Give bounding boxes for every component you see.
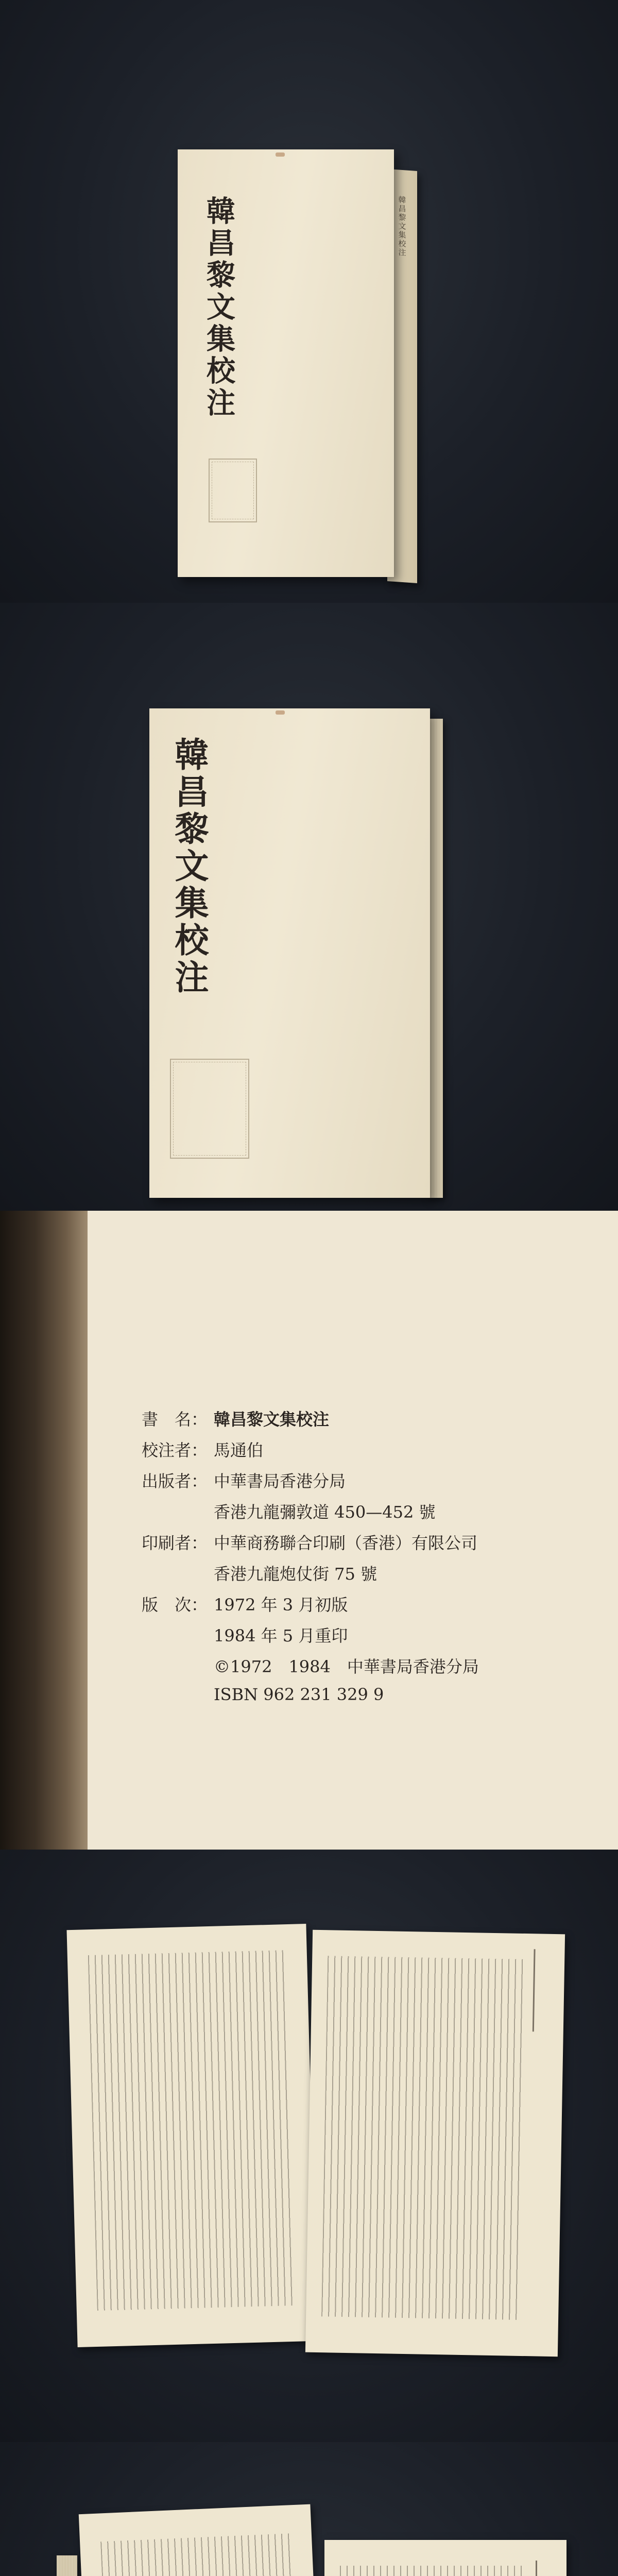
photo-open-spread-2 — [0, 2442, 618, 2576]
copyright-value: ©1972 1984 中華書局香港分局 — [214, 1657, 479, 1676]
copyright-label: 書 名： — [142, 1410, 208, 1429]
cover-tear — [276, 710, 285, 715]
copyright-block — [142, 1406, 605, 1767]
cover-tear — [276, 152, 285, 157]
right-page — [324, 2540, 566, 2576]
copyright-row-title — [142, 1406, 329, 1430]
copyright-row-reprint — [142, 1623, 348, 1647]
copyright-label: 印刷者： — [142, 1533, 208, 1553]
copyright-value: 韓昌黎文集校注 — [214, 1410, 330, 1429]
cover-seal-pattern — [170, 1059, 249, 1159]
copyright-value: 馬通伯 — [214, 1440, 264, 1460]
book-front-cover — [149, 708, 430, 1198]
photo-copyright-page — [0, 1211, 618, 1850]
page-text-columns — [340, 2566, 525, 2576]
copyright-value: 中華商務聯合印刷（香港）有限公司 — [214, 1533, 478, 1553]
right-page — [305, 1930, 565, 2357]
copyright-row-isbn — [142, 1685, 384, 1704]
left-page-lifted — [79, 2504, 328, 2576]
cover-calligraphy-title: 韓昌黎文集校注 — [202, 196, 236, 419]
page-gutter — [0, 1211, 88, 1850]
copyright-label: 校注者： — [142, 1440, 208, 1460]
copyright-value: 香港九龍炮仗街 75 號 — [214, 1564, 377, 1584]
left-page-edge — [57, 2555, 77, 2576]
copyright-label: 版 次： — [142, 1595, 208, 1615]
running-head — [533, 1949, 536, 2031]
left-page — [66, 1924, 317, 2347]
copyright-value: 1984 年 5 月重印 — [214, 1626, 348, 1646]
book-front-cover — [178, 149, 394, 577]
copyright-value: ISBN 962 231 329 9 — [214, 1685, 384, 1704]
copyright-value: 中華書局香港分局 — [214, 1471, 346, 1491]
spine-title: 韓昌黎文集校注 — [397, 195, 407, 258]
photo-open-spread-1 — [0, 1850, 618, 2442]
copyright-row-editor — [142, 1437, 263, 1461]
copyright-row-printer-address — [142, 1561, 377, 1585]
running-head — [536, 2561, 537, 2576]
copyright-row-edition — [142, 1592, 348, 1616]
copyright-value: 1972 年 3 月初版 — [214, 1595, 348, 1615]
cover-seal-pattern — [209, 459, 257, 522]
page-text-columns — [88, 1950, 293, 2311]
copyright-row-copyright — [142, 1654, 479, 1677]
copyright-value: 香港九龍彌敦道 450—452 號 — [214, 1502, 436, 1522]
copyright-row-publisher — [142, 1468, 346, 1492]
page-text-columns — [321, 1956, 523, 2320]
copyright-label: 出版者： — [142, 1471, 208, 1491]
copyright-row-printer — [142, 1530, 477, 1554]
photo-cover-front — [0, 603, 618, 1211]
photo-cover-angled — [0, 0, 618, 603]
page-text-columns — [100, 2533, 306, 2576]
cover-calligraphy-title: 韓昌黎文集校注 — [169, 737, 209, 996]
copyright-row-publisher-address — [142, 1499, 436, 1523]
